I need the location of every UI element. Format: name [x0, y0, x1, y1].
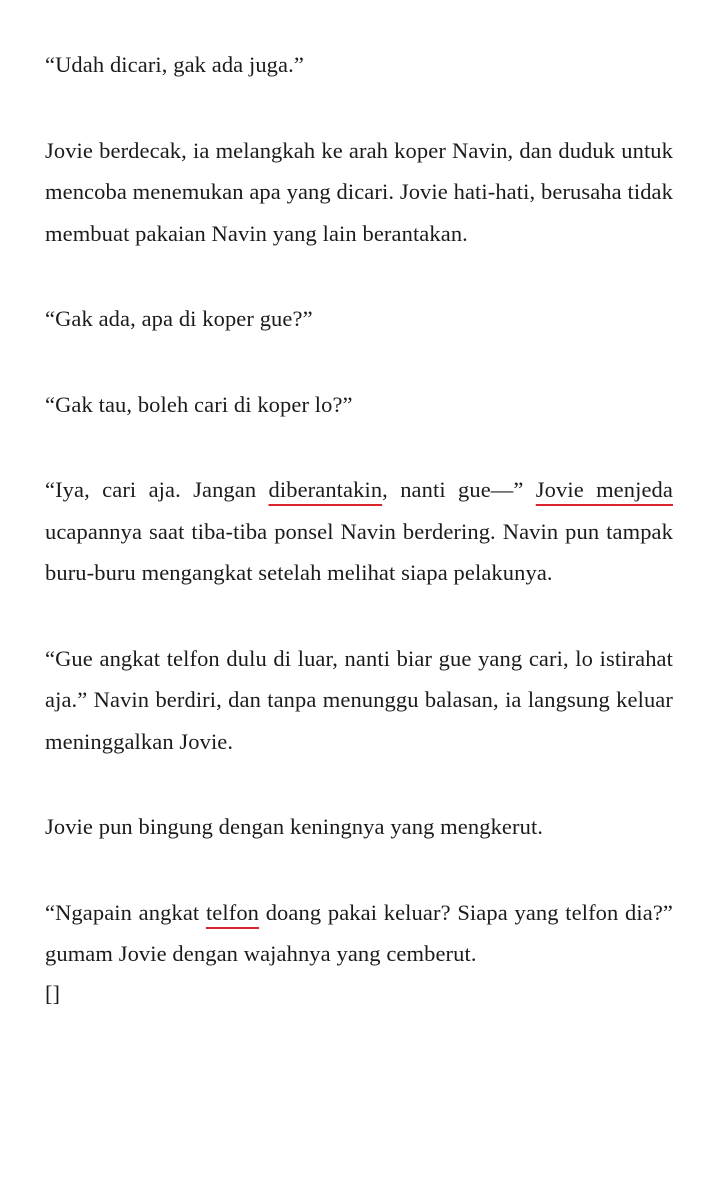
paragraph-7: Jovie pun bingung dengan keningnya yang mengkerut. — [45, 814, 544, 839]
underlined-word-telfon: telfon — [205, 899, 260, 925]
paragraph-5 — [45, 469, 673, 594]
text-segment: “Ngapain angkat — [45, 899, 206, 925]
text-segment: ucapannya saat tiba-tiba ponsel Navin berdering. Navin pun tampak buru-buru mengangkat setelah melihat siapa pelakunya. — [45, 518, 673, 585]
paragraph-2: Jovie berdecak, ia melangkah ke arah koper Navin, dan duduk untuk mencoba menemukan apa yang dicari. Jovie hati-hati, berusaha tidak membuat pakaian Navin yang lain berantakan. — [45, 137, 673, 246]
paragraph-3: “Gak ada, apa di koper gue?” — [45, 306, 313, 331]
underlined-word-diberantakin: diberantakin — [268, 477, 383, 502]
text-segment: “Iya, cari aja. Jangan — [45, 477, 269, 502]
text-segment: doang pakai keluar? Siapa yang telfon dia?” gumam Jovie dengan wajahnya yang cemberut. — [45, 899, 673, 966]
end-marker: [] — [45, 980, 60, 1006]
paragraph-4: “Gak tau, boleh cari di koper lo?” — [45, 391, 353, 417]
text-segment: , nanti gue—” — [382, 477, 536, 502]
paragraph-8 — [45, 892, 673, 975]
paragraph-1: “Udah dicari, gak ada juga.” — [45, 52, 304, 77]
story-text — [45, 44, 673, 1009]
underlined-phrase-jovie-menjeda: Jovie menjeda — [535, 477, 673, 502]
paragraph-6: “Gue angkat telfon dulu di luar, nanti biar gue yang cari, lo istirahat aja.” Navin berdiri, dan tanpa menunggu balasan, ia langsung keluar meninggalkan Jovie. — [45, 645, 673, 754]
